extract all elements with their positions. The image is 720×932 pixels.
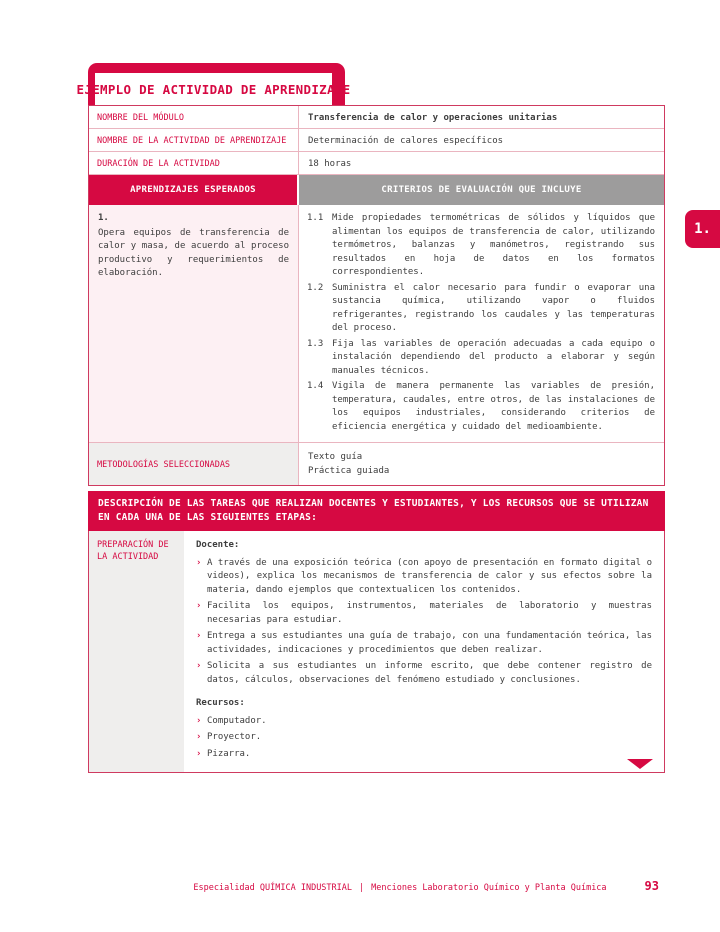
recurso-item: › Pizarra.	[196, 748, 652, 762]
aprendizaje-esperado-cell	[89, 205, 299, 442]
activity-table	[88, 105, 665, 486]
docente-title: Docente:	[196, 540, 240, 550]
criterio-item: 1.2 Suministra el calor necesario para fundir o evaporar una sustancia química, utilizando vapor o fluidos refrigerantes, registrando los caudales y las temperaturas del proceso.	[307, 282, 655, 333]
preparacion-section	[88, 531, 665, 773]
chapter-side-tab: 1.	[685, 210, 720, 248]
row-label-actividad: NOMBRE DE LA ACTIVIDAD DE APRENDIZAJE	[89, 129, 299, 151]
metodologias-values	[299, 443, 664, 485]
continuation-arrow-icon	[627, 759, 653, 769]
footer-menciones: Menciones Laboratorio Químico y Planta Química	[371, 883, 607, 893]
bullet-icon: ›	[196, 631, 202, 641]
bullet-icon: ›	[196, 732, 202, 742]
bullet-icon: ›	[196, 557, 202, 568]
metodologias-label: METODOLOGÍAS SELECCIONADAS	[89, 443, 299, 485]
table-row	[89, 152, 664, 175]
metodologia-item: Texto guía	[308, 452, 363, 462]
preparacion-label: PREPARACIÓN DE LA ACTIVIDAD	[89, 531, 184, 772]
title-tab	[76, 63, 351, 105]
page-title: EJEMPLO DE ACTIVIDAD DE APRENDIZAJE	[76, 81, 351, 97]
page-number: 93	[644, 879, 659, 893]
header-criterios: CRITERIOS DE EVALUACIÓN QUE INCLUYE	[299, 175, 664, 205]
recurso-item: › Computador.	[196, 715, 652, 729]
recurso-item: › Proyector.	[196, 731, 652, 745]
row-label-duracion: DURACIÓN DE LA ACTIVIDAD	[89, 152, 299, 174]
header-aprendizajes: APRENDIZAJES ESPERADOS	[89, 175, 299, 205]
aprendizaje-number: 1.	[98, 213, 109, 223]
preparacion-content	[184, 531, 664, 772]
activity-document	[76, 63, 665, 773]
bullet-icon: ›	[196, 661, 202, 671]
criterio-item: 1.4 Vigila de manera permanente las variables de presión, temperatura, caudales, entre otros, de las instalaciones de los equipos industriales, considerando criterios de eficiencia energética y cuidado del medioambiente.	[307, 381, 655, 432]
row-value-modulo: Transferencia de calor y operaciones unitarias	[308, 112, 558, 123]
docente-item: › Facilita los equipos, instrumentos, materiales de laboratorio y muestras necesarias para estudiar.	[196, 600, 652, 627]
docente-item: › A través de una exposición teórica (con apoyo de presentación en formato digital o videos), explica los mecanismos de transferencia de calor y sus efectos sobre la materia, dando ejemplos que contextualicen los contenidos.	[196, 557, 652, 598]
page-footer	[88, 879, 665, 893]
table-row	[89, 106, 664, 129]
bullet-icon: ›	[196, 715, 202, 726]
bullet-icon: ›	[196, 601, 202, 611]
criterio-item: 1.1 Mide propiedades termométricas de sólidos y líquidos que alimentan los equipos de transferencia de calor, utilizando termómetros, balanzas y manómetros, registrando sus resultados en hoja de datos en los formatos correspondientes.	[307, 213, 655, 277]
criterios-cell	[299, 205, 664, 442]
recursos-title: Recursos:	[196, 698, 245, 708]
footer-separator: |	[359, 883, 365, 893]
footer-especialidad: Especialidad QUÍMICA INDUSTRIAL	[193, 883, 353, 893]
title-box	[76, 73, 351, 105]
content-row	[89, 205, 664, 443]
metodologia-item: Práctica guiada	[308, 465, 390, 476]
docente-item: › Solicita a sus estudiantes un informe escrito, que debe contener registro de datos, cálculos, observaciones del fenómeno estudiado y conclusiones.	[196, 660, 652, 687]
docente-item: › Entrega a sus estudiantes una guía de trabajo, con una fundamentación teórica, las actividades, indicaciones y procedimientos que deben realizar.	[196, 630, 652, 657]
criterio-item: 1.3 Fija las variables de operación adecuadas a cada equipo o instalación dependiendo del producto a elaborar y según manuales técnicos.	[307, 338, 655, 376]
aprendizaje-text: Opera equipos de transferencia de calor y masa, de acuerdo al proceso productivo y requerimientos de elaboración.	[98, 227, 289, 278]
row-value-duracion: 18 horas	[308, 158, 352, 169]
row-value-actividad: Determinación de calores específicos	[308, 135, 504, 146]
row-label-modulo: NOMBRE DEL MÓDULO	[89, 106, 299, 128]
column-headers-row	[89, 175, 664, 205]
bullet-icon: ›	[196, 748, 202, 759]
metodologias-row	[89, 443, 664, 485]
descripcion-banner: DESCRIPCIÓN DE LAS TAREAS QUE REALIZAN DOCENTES Y ESTUDIANTES, Y LOS RECURSOS QUE SE UTILIZAN EN CADA UNA DE LAS SIGUIENTES ETAPAS:	[88, 491, 665, 531]
table-row	[89, 129, 664, 152]
